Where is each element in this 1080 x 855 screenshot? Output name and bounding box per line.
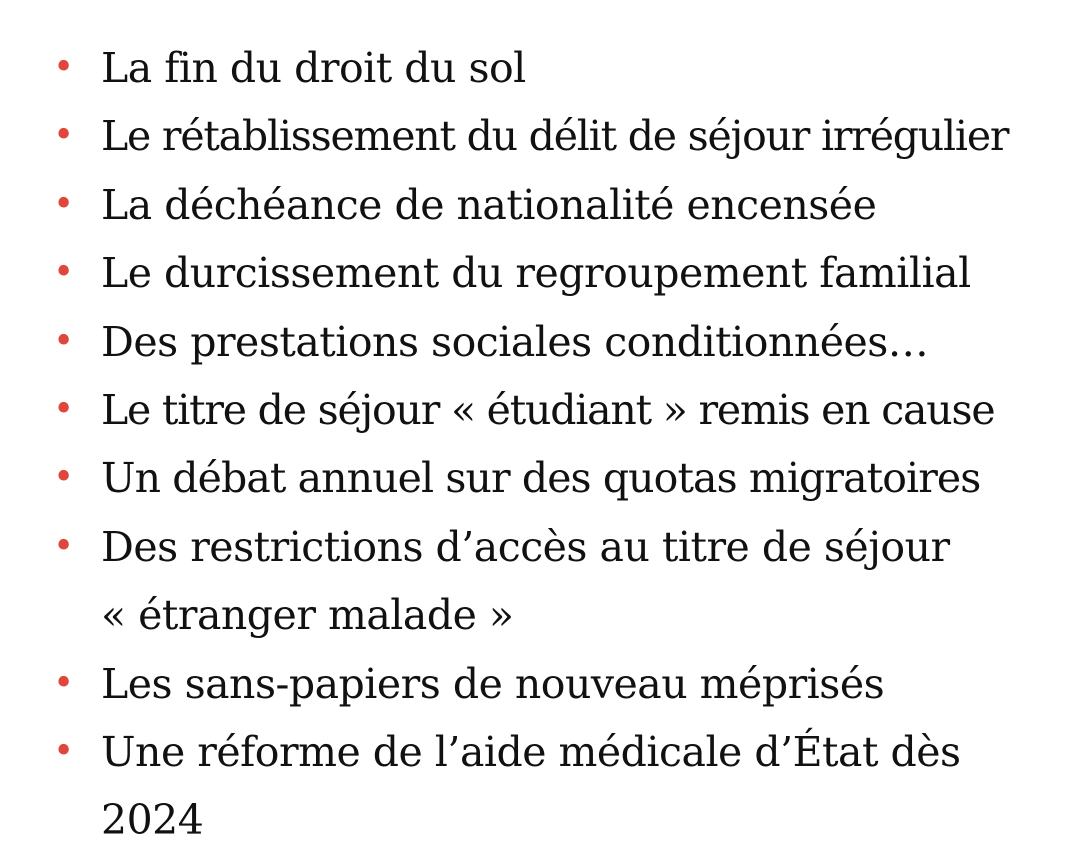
- list-item: [0, 171, 1080, 239]
- list-item: [0, 513, 1080, 650]
- list-item: [0, 376, 1080, 444]
- list-item: [0, 239, 1080, 307]
- list-item: [0, 650, 1080, 718]
- list-item: [0, 444, 1080, 512]
- list-item-text: Un débat annuel sur des quotas migratoires: [101, 454, 981, 503]
- list-item-text: La déchéance de nationalité encensée: [101, 180, 877, 229]
- bullet-icon: •: [53, 252, 74, 294]
- bullet-icon: •: [53, 525, 74, 567]
- bullet-icon: •: [53, 662, 74, 704]
- list-item-text: La fin du droit du sol: [101, 44, 526, 92]
- bullet-icon: •: [53, 389, 74, 431]
- bullet-icon: •: [53, 457, 74, 499]
- list-item-text: Le durcissement du regroupement familial: [101, 249, 971, 298]
- list-item: [0, 718, 1080, 855]
- list-item: [0, 102, 1080, 170]
- bullet-icon: •: [53, 183, 74, 225]
- bullet-icon: •: [53, 47, 74, 88]
- bullet-list: [0, 34, 1080, 855]
- list-item: [0, 34, 1080, 102]
- list-item-text: Le titre de séjour « étudiant » remis en cause: [101, 386, 995, 435]
- list-item-text: Le rétablissement du délit de séjour irrégulier: [101, 112, 1009, 161]
- list-item-text: Des restrictions d’accès au titre de séjour « étranger malade »: [101, 522, 950, 640]
- list-item-text: Les sans-papiers de nouveau méprisés: [101, 659, 885, 708]
- bullet-icon: •: [53, 731, 74, 773]
- list-item-text: Des prestations sociales conditionnées…: [101, 317, 929, 366]
- bullet-icon: •: [53, 115, 74, 157]
- list-item: [0, 308, 1080, 376]
- list-item-text: Une réforme de l’aide médicale d’État dès 2024: [101, 728, 961, 845]
- bullet-icon: •: [53, 320, 74, 362]
